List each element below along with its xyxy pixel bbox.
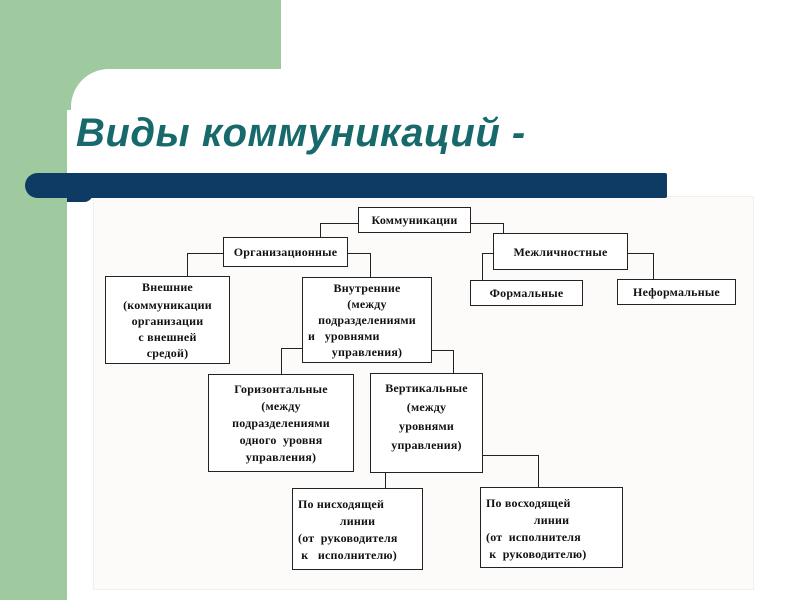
- node-line: (между: [347, 297, 387, 311]
- node-line: Вертикальные: [385, 381, 468, 395]
- node-line: к исполнителю): [298, 548, 397, 562]
- connector-vnutr-goriz-v: [281, 348, 282, 375]
- green-sidebar-strip: [0, 0, 67, 600]
- node-gorizontalnye: [208, 374, 354, 472]
- node-label: Организационные: [233, 245, 338, 259]
- node-line: Горизонтальные: [234, 381, 328, 396]
- node-line: средой): [146, 346, 189, 360]
- node-line: (между: [406, 400, 447, 414]
- node-vertikalnye: [370, 373, 483, 473]
- node-line: Внешние: [142, 280, 193, 294]
- node-line: управления): [245, 449, 317, 464]
- slide-title: Виды коммуникаций -: [76, 111, 526, 155]
- connector-vert-voshod-h: [483, 455, 539, 456]
- node-line: с внешней: [138, 330, 197, 344]
- connector-root-org-h: [320, 223, 359, 224]
- node-neformalnye: [617, 279, 736, 305]
- connector-vert-nishod-v: [385, 473, 386, 489]
- connector-mezh-neform-h: [628, 253, 654, 254]
- node-label: Межличностные: [513, 244, 608, 259]
- node-line: линии: [339, 514, 376, 528]
- connector-vnutr-vert-v: [453, 350, 454, 374]
- node-line: (от исполнителя: [486, 530, 581, 544]
- connector-vnutr-vert-h: [432, 350, 454, 351]
- node-line: подразделениями: [318, 313, 416, 327]
- node-label: Формальные: [489, 286, 564, 300]
- node-line: управления): [391, 438, 462, 452]
- node-line: По нисходящей: [298, 497, 385, 511]
- connector-mezh-neform-v: [653, 253, 654, 280]
- node-line: и уровнями: [308, 329, 380, 343]
- node-line: организации: [131, 314, 204, 328]
- node-line: (между: [261, 398, 301, 413]
- node-line: (коммуникации: [123, 298, 212, 312]
- node-line: одного уровня: [239, 432, 323, 447]
- node-po-voskhodyashchej: [480, 487, 623, 568]
- node-line: (от руководителя: [298, 531, 398, 545]
- node-kommunikacii: [358, 207, 471, 233]
- node-line: линии: [533, 513, 570, 527]
- node-label: Коммуникации: [371, 213, 458, 227]
- connector-org-vnutr-v: [370, 253, 371, 278]
- node-line: По восходящей: [486, 496, 571, 510]
- connector-root-org-v: [320, 223, 321, 237]
- node-line: уровнями: [399, 419, 454, 433]
- connector-vert-voshod-v: [538, 455, 539, 488]
- node-vneshnie: [105, 276, 230, 364]
- title-underline-bar: [25, 173, 667, 198]
- connector-org-vnutr-h: [348, 253, 371, 254]
- node-mezhlichnostnye: [493, 233, 628, 270]
- node-label: Неформальные: [633, 285, 720, 299]
- node-line: к руководителю): [486, 547, 587, 561]
- connector-root-mezh-h: [471, 223, 504, 224]
- connector-org-vneshnie-v: [187, 253, 188, 277]
- node-organizacionnye: [223, 237, 348, 267]
- connector-vnutr-goriz-h: [281, 348, 303, 349]
- node-vnutrennie: [302, 277, 432, 363]
- node-po-niskhodyashchej: [292, 488, 423, 570]
- node-formalnye: [470, 280, 583, 306]
- node-line: управления): [331, 345, 403, 359]
- node-line: Внутренние: [333, 281, 401, 295]
- connector-org-vneshnie-h: [187, 253, 224, 254]
- node-line: подразделениями: [232, 415, 330, 430]
- connector-mezh-form-v: [482, 253, 483, 281]
